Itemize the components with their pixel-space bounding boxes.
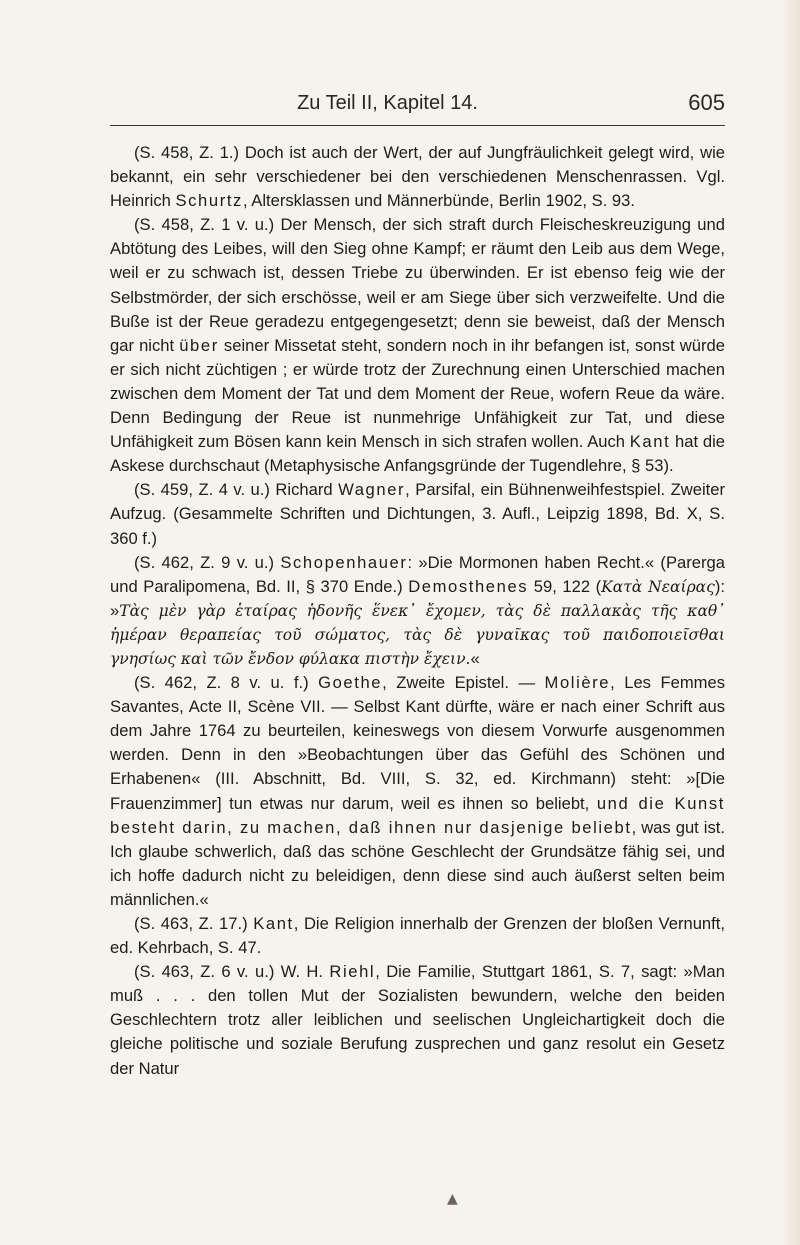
greek-quote: Τὰς μὲν γὰρ ἑταίρας ἡδονῆς ἕνεκ᾽ ἔχομεν, τὰς δὲ παλλακὰς τῆς καθ᾽ ἡμέραν θεραπείας τοῦ σώματος, τὰς δὲ γυναῖκας τοῦ παιδοποιεῖσθαι γνησίως καὶ τῶν ἔνδον φύλακα πιστὴν ἔχειν.: [110, 601, 725, 668]
page-header: [110, 90, 725, 120]
text-run: , Altersklassen und Männerbünde, Berlin 1902, S. 93.: [242, 191, 635, 211]
spaced-name: Demosthenes: [408, 576, 529, 596]
note-paragraph: [110, 478, 725, 550]
spaced-name: Molière: [544, 673, 611, 693]
spaced-name: über: [179, 335, 219, 355]
spaced-name: Goethe: [318, 673, 383, 693]
text-run: , was gut ist. Ich glaube schwerlich, daß das schöne Geschlecht der Grundsätze fähig sei, und ich hoffe dadurch nicht zu beleidigen, denn diese sind auch äußerst selten beim männlichen.«: [110, 817, 725, 909]
spaced-name: Wagner: [338, 480, 406, 500]
note-paragraph: [110, 671, 725, 912]
text-run: , Les Femmes Savantes, Acte II, Scène VII. — Selbst Kant dürfte, wäre er nach einer Schrift aus dem Jahre 1764 zu beurteilen, keineswegs von diesem Vorwurfe ausgenommen werden. Denn in den »Beobachtungen über das Gefühl des Schönen und Erhabenen« (III. Abschnitt, Bd. VIII, S. 32, ed. Kirchmann) steht: »[Die Frauenzimmer] tun etwas nur darum, weil es ihnen so beliebt,: [110, 673, 725, 813]
text-run: (S. 459, Z. 4 v. u.) Richard: [134, 480, 339, 500]
text-run: (S. 458, Z. 1 v. u.) Der Mensch, der sich straft durch Fleischeskreuzigung und Abtötung des Leibes, will den Sieg ohne Kampf; er räumt den Leib aus dem Wege, weil er zu schwach ist, dessen Triebe zu überwinden. Er ist ebenso feig wie der Selbstmörder, der sich erschösse, weil er am Siege über sich verzweifelte. Und die Buße ist der Reue geradezu entgegengesetzt; denn sie beweist, daß der Mensch gar nicht: [110, 215, 725, 355]
spaced-name: Riehl: [329, 962, 376, 982]
running-head: Zu Teil II, Kapitel 14.: [297, 92, 478, 114]
text-run: (S. 463, Z. 17.): [134, 914, 254, 933]
spaced-name: und die Kunst besteht darin, zu machen, daß ihnen nur dasjenige beliebt: [110, 793, 725, 837]
text-run: , Parsifal, ein Bühnenweihfestspiel. Zweiter Aufzug. (Gesammelte Schriften und Dichtungen, 3. Aufl., Leipzig 1898, Bd. X, S. 360 f.): [110, 480, 725, 548]
spaced-name: Kant: [629, 432, 671, 452]
text-run: seiner Missetat steht, sondern noch in ihr befangen ist, sonst würde er sich nicht züchtigen ; er würde trotz der Zurechnung einen Unterschied machen zwischen dem Moment der Tat und dem Moment der Reue, wofern Reue da wäre. Denn Bedingung der Reue ist nunmehrige Unfähigkeit zur Tat, und diese Unfähigkeit zum Bösen kann kein Mensch in sich strafen wollen. Auch: [110, 335, 725, 452]
text-run: , Die Familie, Stuttgart 1861, S. 7, sagt: »Man muß . . . den tollen Mut der Sozialisten bewundern, welche den beiden Geschlechtern trotz aller leiblichen und seelischen Ungleichartigkeit doch die gleiche politische und soziale Berufung zusprechen und ganz resolut ein Gesetz der Natur: [110, 962, 725, 1078]
greek-quote: Κατὰ Νεαίρας: [601, 577, 715, 596]
text-run: , Die Religion innerhalb der Grenzen der bloßen Vernunft, ed. Kehrbach, S. 47.: [110, 914, 725, 958]
spaced-name: Kant: [253, 914, 294, 933]
note-paragraph: [110, 141, 725, 213]
text-run: (S. 458, Z. 1.) Doch ist auch der Wert, der auf Jungfräulichkeit gelegt wird, wie bekannt, ein sehr verschiedener bei den verschiedenen Menschenrassen. Vgl. Heinrich: [110, 143, 725, 211]
notes-body: [110, 141, 725, 1081]
page-edge: [782, 0, 800, 1245]
text-run: ): »: [110, 576, 725, 620]
text-run: (S. 462, Z. 8 v. u. f.): [134, 673, 319, 693]
text-run: (S. 462, Z. 9 v. u.): [134, 552, 281, 572]
header-rule: [110, 125, 725, 126]
text-run: , Zweite Epistel. —: [382, 673, 545, 693]
note-paragraph: [110, 551, 725, 671]
text-run: 59, 122 (: [528, 576, 602, 596]
note-paragraph: [110, 960, 725, 1080]
text-run: (S. 463, Z. 6 v. u.) W. H.: [134, 962, 330, 982]
text-run: «: [470, 648, 480, 668]
spaced-name: Schopenhauer: [280, 552, 408, 572]
text-run: hat die Askese durchschaut (Metaphysische Anfangsgründe der Tugendlehre, § 53).: [110, 432, 725, 476]
page-number: 605: [688, 90, 725, 115]
note-paragraph: [110, 213, 725, 478]
note-paragraph: [110, 912, 725, 960]
ink-mark: ▲: [447, 1191, 458, 1207]
spaced-name: Schurtz: [175, 191, 243, 211]
text-run: : »Die Mormonen haben Recht.« (Parerga und Paralipomena, Bd. II, § 370 Ende.): [110, 552, 725, 596]
